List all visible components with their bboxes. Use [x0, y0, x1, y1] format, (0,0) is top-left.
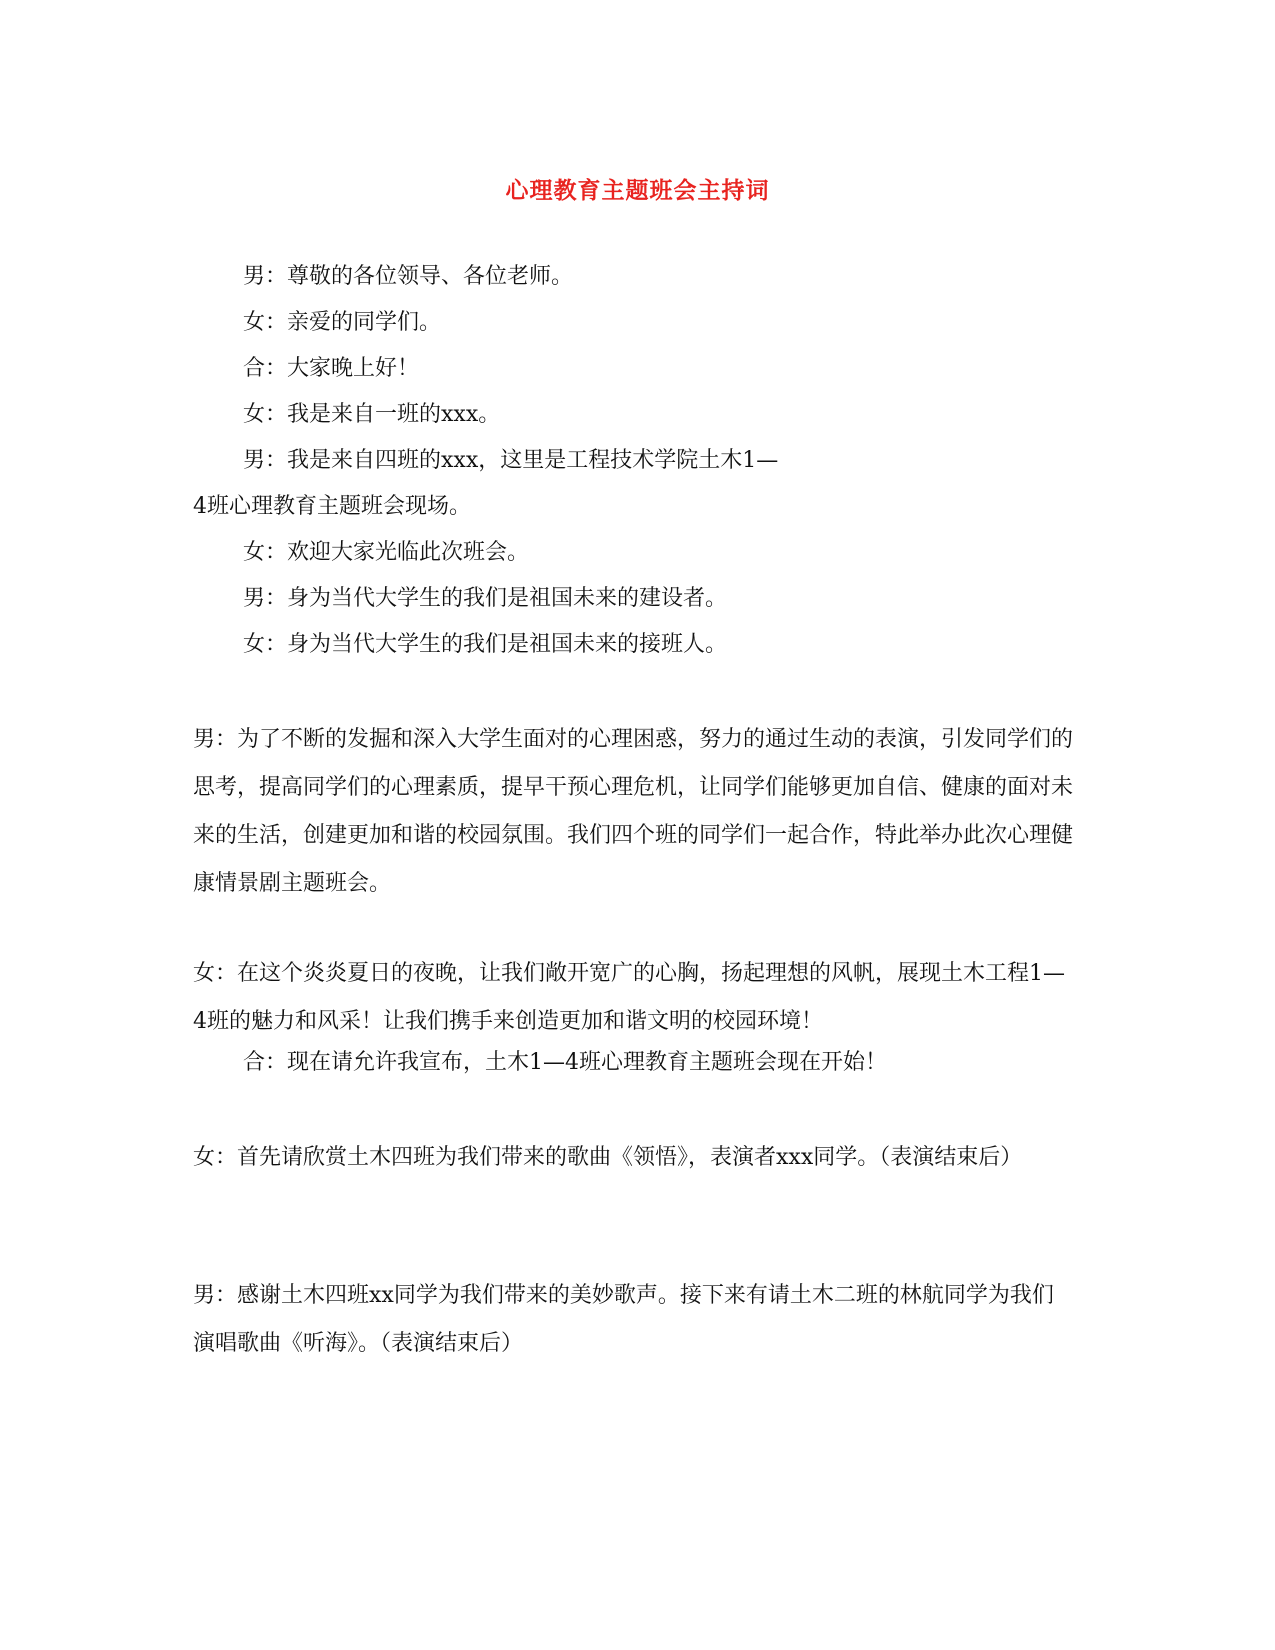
text-line: 女：身为当代大学生的我们是祖国未来的接班人。	[243, 632, 728, 657]
paragraph: 女：首先请欣赏土木四班为我们带来的歌曲《领悟》，表演者xxx同学。（表演结束后）	[193, 1145, 1023, 1170]
text-line: 男：尊敬的各位领导、各位老师。	[243, 264, 574, 289]
document-title: 心理教育主题班会主持词	[505, 177, 770, 204]
text-line: 男：我是来自四班的xxx，这里是工程技术学院土木1—	[243, 448, 779, 473]
text-line: 女：我是来自一班的xxx。	[243, 402, 501, 427]
paragraph: 男：感谢土木四班xx同学为我们带来的美妙歌声。接下来有请土木二班的林航同学为我们演唱歌曲《听海》。（表演结束后）	[193, 1283, 1054, 1356]
text-line: 男：身为当代大学生的我们是祖国未来的建设者。	[243, 586, 728, 611]
text-line: 合：大家晚上好！	[243, 356, 420, 381]
text-line: 女：欢迎大家光临此次班会。	[243, 540, 530, 565]
paragraph: 女：在这个炎炎夏日的夜晚，让我们敞开宽广的心胸，扬起理想的风帆，展现土木工程1—4班的魅力和风采！让我们携手来创造更加和谐文明的校园环境！	[193, 961, 1065, 1034]
paragraph: 男：为了不断的发掘和深入大学生面对的心理困惑，努力的通过生动的表演，引发同学们的思考，提高同学们的心理素质，提早干预心理危机，让同学们能够更加自信、健康的面对未来的生活，创建更加和谐的校园氛围。我们四个班的同学们一起合作，特此举办此次心理健康情景剧主题班会。	[193, 727, 1074, 896]
text-line: 女：亲爱的同学们。	[243, 310, 442, 335]
text-line: 4班心理教育主题班会现场。	[193, 494, 471, 519]
text-line: 合：现在请允许我宣布，土木1—4班心理教育主题班会现在开始！	[243, 1050, 887, 1075]
